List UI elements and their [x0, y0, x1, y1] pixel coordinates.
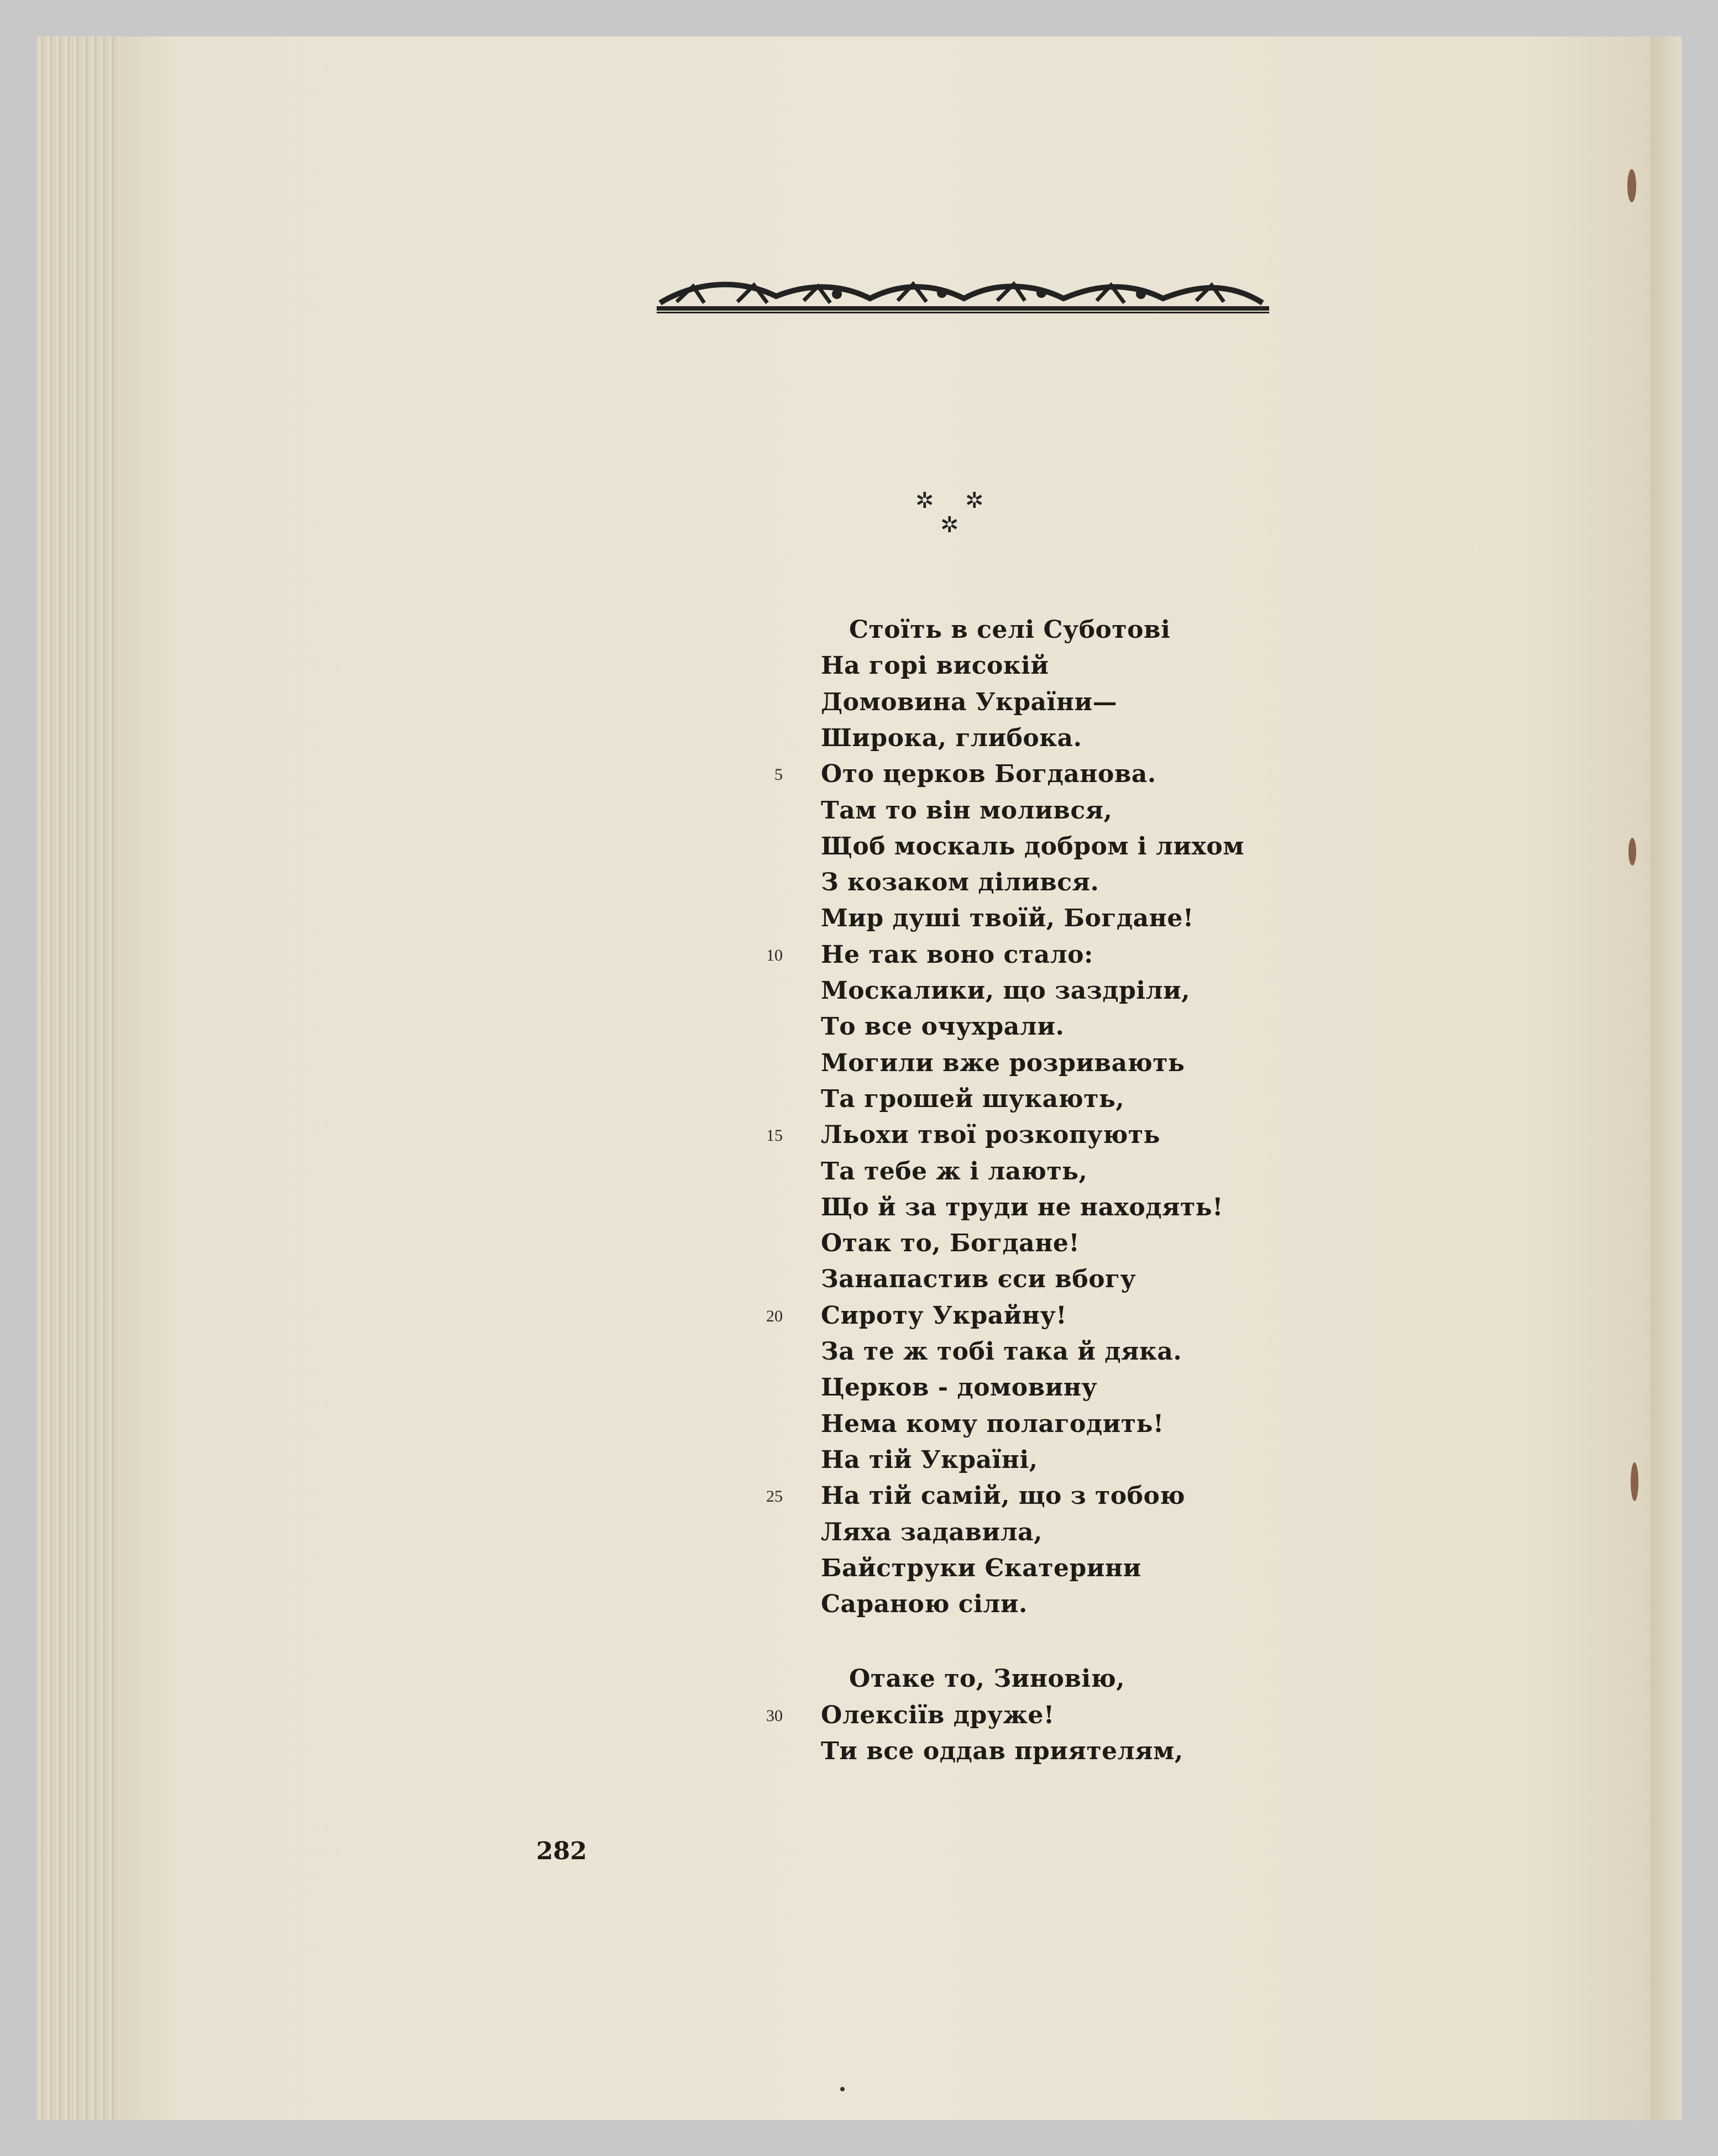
poem-line: Домовина України—: [821, 688, 1118, 716]
poem-line: На тій Україні,: [821, 1445, 1038, 1474]
poem-line: То все очухрали.: [821, 1013, 1065, 1041]
poem-text: [36, 36, 1682, 2120]
star-icon: ✲: [940, 512, 959, 538]
poem-line: На тій самій, що з тобою: [821, 1482, 1185, 1510]
poem-line: Могили вже розривають: [821, 1048, 1185, 1077]
poem-line: З козаком ділився.: [821, 868, 1099, 897]
poem-line: Ти все оддав приятелям,: [821, 1737, 1183, 1765]
line-number: 20: [766, 1307, 783, 1325]
scanned-page: [36, 36, 1682, 2120]
line-number: 10: [766, 946, 783, 964]
poem-line: Щоб москаль добром і лихом: [821, 832, 1244, 861]
poem-line: Москалики, що заздріли,: [821, 977, 1191, 1005]
line-number: 30: [766, 1706, 783, 1725]
poem-line: Нема кому полагодить!: [821, 1409, 1164, 1438]
poem-line: Ляха задавила,: [821, 1518, 1043, 1546]
line-number: 15: [766, 1126, 783, 1145]
poem-line: Широка, глибока.: [821, 723, 1082, 752]
poem-line: Церков - домовину: [821, 1373, 1098, 1402]
line-number: 5: [774, 765, 783, 784]
star-icon: ✲: [965, 488, 984, 513]
poem-line: На горі високій: [821, 652, 1049, 680]
poem-line: Сараною сіли.: [821, 1590, 1028, 1619]
poem-line: Та тебе ж і лають,: [821, 1157, 1088, 1185]
poem-line: Занапастив єси вбогу: [821, 1265, 1136, 1294]
poem-line: Що й за труди не находять!: [821, 1193, 1223, 1221]
poem-line: Стоїть в селі Суботові: [849, 616, 1171, 644]
star-icon: ✲: [915, 488, 934, 513]
poem-line: Байструки Єкатерини: [821, 1554, 1141, 1582]
poem-line: Та грошей шукають,: [821, 1084, 1125, 1113]
poem-line: Не так воно стало:: [821, 940, 1093, 969]
poem-line: За те ж тобі така й дяка.: [821, 1337, 1182, 1366]
poem-line: Ото церков Богданова.: [821, 760, 1156, 789]
poem-line: Льохи твої розкопують: [821, 1121, 1160, 1150]
poem-line: Мир душі твоїй, Богдане!: [821, 904, 1194, 933]
poem-line: Отак то, Богдане!: [821, 1229, 1080, 1258]
poem-line: Там то він молився,: [821, 796, 1113, 825]
poem-line: Олексіїв друже!: [821, 1701, 1055, 1729]
poem-line: Отаке то, Зиновію,: [849, 1665, 1125, 1693]
page-number: 282: [536, 1837, 587, 1865]
poem-line: Сироту Украйну!: [821, 1301, 1067, 1330]
line-number: 25: [766, 1487, 783, 1506]
